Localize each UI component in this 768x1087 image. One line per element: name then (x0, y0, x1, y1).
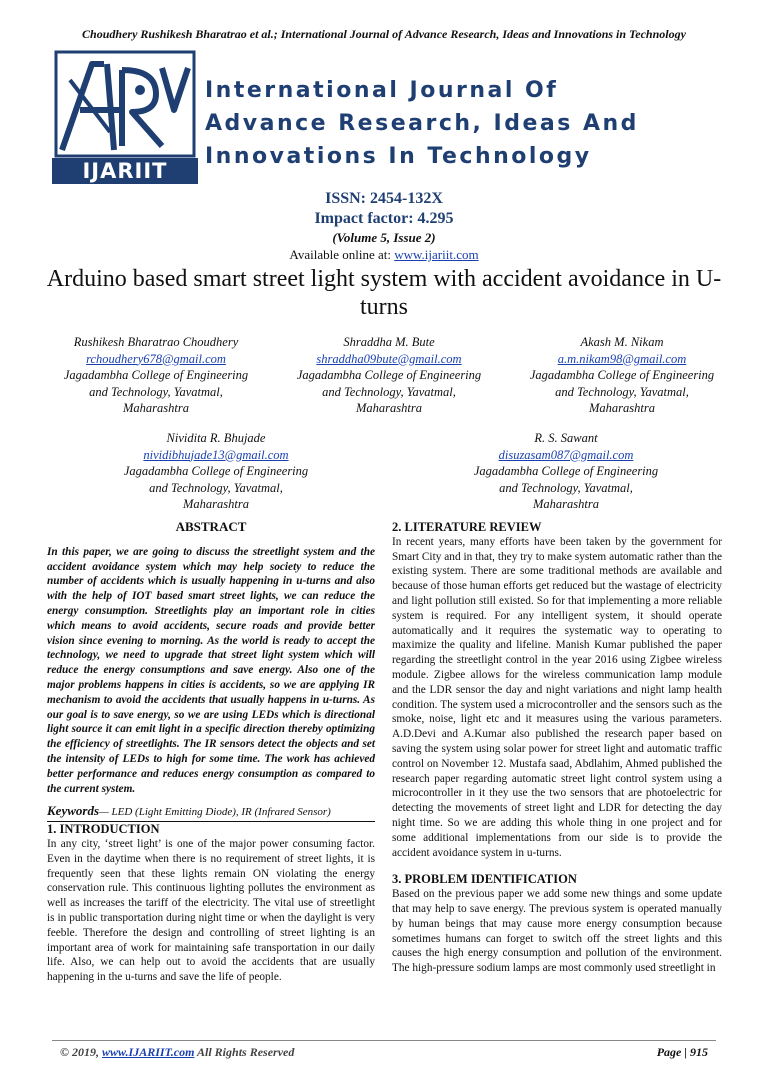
copyright-suffix: All Rights Reserved (194, 1045, 295, 1059)
author-email-link[interactable]: shraddha09bute@gmail.com (316, 351, 462, 366)
author-name: Shraddha M. Bute (343, 335, 435, 349)
copyright-prefix: © 2019, (60, 1045, 102, 1059)
author-name: R. S. Sawant (534, 431, 598, 445)
footer-site-link[interactable]: www.IJARIIT.com (101, 1045, 195, 1059)
running-head: Choudhery Rushikesh Bharatrao et al.; International Journal of Advance Research, Ideas and Innovations in Technology (82, 27, 686, 41)
author-email-link[interactable]: rchoudhery678@gmail.com (86, 351, 226, 366)
author-block (272, 334, 506, 417)
section-heading-literature-review: 2. LITERATURE REVIEW (392, 520, 542, 534)
keywords-text: — LED (Light Emitting Diode), IR (Infrared Sensor) (99, 806, 331, 819)
author-affiliation: Maharashtra (356, 401, 422, 415)
author-affiliation: and Technology, Yavatmal, (89, 384, 223, 399)
left-column (47, 520, 375, 985)
section-spacer (392, 860, 722, 872)
footer-copyright (60, 1045, 294, 1060)
author-email-link[interactable]: disuzasam087@gmail.com (498, 447, 634, 462)
section-heading-problem-identification: 3. PROBLEM IDENTIFICATION (392, 872, 577, 887)
keywords (47, 804, 375, 822)
author-affiliation: and Technology, Yavatmal, (322, 384, 456, 399)
page-number: Page | 915 (656, 1045, 708, 1059)
author-block (40, 334, 272, 417)
section-heading-introduction: 1. INTRODUCTION (47, 822, 160, 837)
journal-url-link[interactable]: www.ijariit.com (394, 247, 479, 262)
author-block (450, 430, 682, 513)
section-body-literature-review: In recent years, many efforts have been taken by the government for Smart City and in that, they try to make system automatic rather than the existing system. There are some traditional methods are available and because of those human efforts get reduced but the wastage of electricity and light pollution still existed. So for that implementing a more reliable system is required. For any intelligent system, it should operate automatically and it requires the systematic way to operating to maximize the quality and lifeline. Manish Kumar published the paper regarding the streetlight control in the year 2016 using Zigbee wireless module. Zigbee allows for the wireless communication lamp module and the LDR sensor the day and night variations and night lamp health condition. The system used a microcontroller and the sensors such as the smoke, noise, light etc and it measures using the various parameters. A.D.Devi and A.Kumar also published the research paper based on saving the system using solar power for street light and automatic traffic control on November 12. Mustafa saad, Abdlahim, Ahmed published the research paper regarding automatic street light control system using a microcontroller in it they use the two sensors that are photoelectric for detecting the movements of street light and LDR for detecting the day night time. So we are adding this whole thing in one project and for some additional implementations from our side is to provide the accident avoidance system in u-turns. (392, 535, 722, 859)
author-affiliation: Jagadambha College of Engineering (473, 464, 659, 478)
logo-acronym: IJARIIT (82, 159, 168, 183)
journal-name-line: Advance Research, Ideas And (205, 111, 639, 136)
author-affiliation: Jagadambha College of Engineering (123, 464, 309, 478)
author-affiliation: Maharashtra (589, 401, 655, 415)
abstract-heading: ABSTRACT (175, 519, 247, 534)
available-online (0, 247, 768, 263)
keywords-label: Keywords (47, 803, 99, 819)
author-email-link[interactable]: nividibhujade13@gmail.com (143, 447, 289, 462)
journal-name-line: International Journal Of (205, 78, 559, 103)
journal-masthead (52, 50, 712, 190)
author-affiliation: and Technology, Yavatmal, (149, 480, 283, 495)
author-name: Nividita R. Bhujade (166, 431, 266, 445)
author-affiliation: Maharashtra (533, 497, 599, 511)
journal-name-line: Innovations In Technology (205, 144, 592, 169)
section-body-problem-identification: Based on the previous paper we add some new things and some update that may help to save energy. The previous system is operated manually by human beings that may cause more energy consumption because sometimes humans can forget to switch off the street lights and this causes the high energy consumption and pollution of the environment. The high-pressure sodium lamps are most commonly used streetlight in (392, 888, 722, 975)
author-block (506, 334, 738, 417)
paper-title: Arduino based smart street light system with accident avoidance in U-turns (46, 266, 722, 320)
available-prefix: Available online at: (289, 247, 395, 262)
author-affiliation: Maharashtra (183, 497, 249, 511)
abstract-body: In this paper, we are going to discuss the streetlight system and the accident avoidance system which may help society to reduce the number of accidents which is usually happening in u-turns and also with the help of IOT based smart street lights, we can reduce the energy consumption. Streetlights play an important role in cities which means to avoid accidents, secure roads and provide better vision since evening to morning. As the world is ready to accept the technology, we need to upgrade that street light system which will reduce the energy consumptions and save energy. Also one of the major problems happens in cities is accidents, so we are applying IR mechanism to avoid the accidents that usually happens in u-turns. As our goal is to save energy, so we are using LEDs which is directional light source it can emit light in a specific direction thereby optimizing the efficiency of streetlights. The IR sensors detect the objects and set the intensity of LEDs to high for some time. The work has achieved better performance and reduces energy consumption as compared to the current system. (47, 545, 375, 795)
section-body-introduction: In any city, ‘street light’ is one of the major power consuming factor. Even in the daytime when there is no requirement of street lights, it is frequently seen that these lights remain ON violating the energy conservation rule. This continuous lighting pollutes the environment as well as increases the tariff of the electricity. The vital use of streetlight is in public transportation during night time or when the daylight is very feeble. Therefore the design and controlling of street lighting is an important area of work for maintaining safe transportation in our daily life. Also, we can help out to avoid the accidents that are usually happening in the u-turns and save the life of people. (47, 837, 375, 984)
impact-factor: Impact factor: 4.295 (314, 210, 454, 227)
author-affiliation: and Technology, Yavatmal, (555, 384, 689, 399)
right-column (392, 520, 722, 976)
author-name: Rushikesh Bharatrao Choudhery (73, 335, 239, 349)
journal-name (205, 74, 725, 173)
author-affiliation: Maharashtra (123, 401, 189, 415)
author-affiliation: Jagadambha College of Engineering (63, 368, 249, 382)
volume-issue: (Volume 5, Issue 2) (332, 230, 436, 245)
author-email-link[interactable]: a.m.nikam98@gmail.com (557, 351, 687, 366)
author-affiliation: Jagadambha College of Engineering (529, 368, 715, 382)
author-block (100, 430, 332, 513)
author-affiliation: Jagadambha College of Engineering (296, 368, 482, 382)
footer-rule (52, 1040, 716, 1041)
ijariit-logo-icon (52, 50, 198, 184)
author-name: Akash M. Nikam (580, 335, 664, 349)
author-affiliation: and Technology, Yavatmal, (499, 480, 633, 495)
issn: ISSN: 2454-132X (325, 190, 443, 207)
